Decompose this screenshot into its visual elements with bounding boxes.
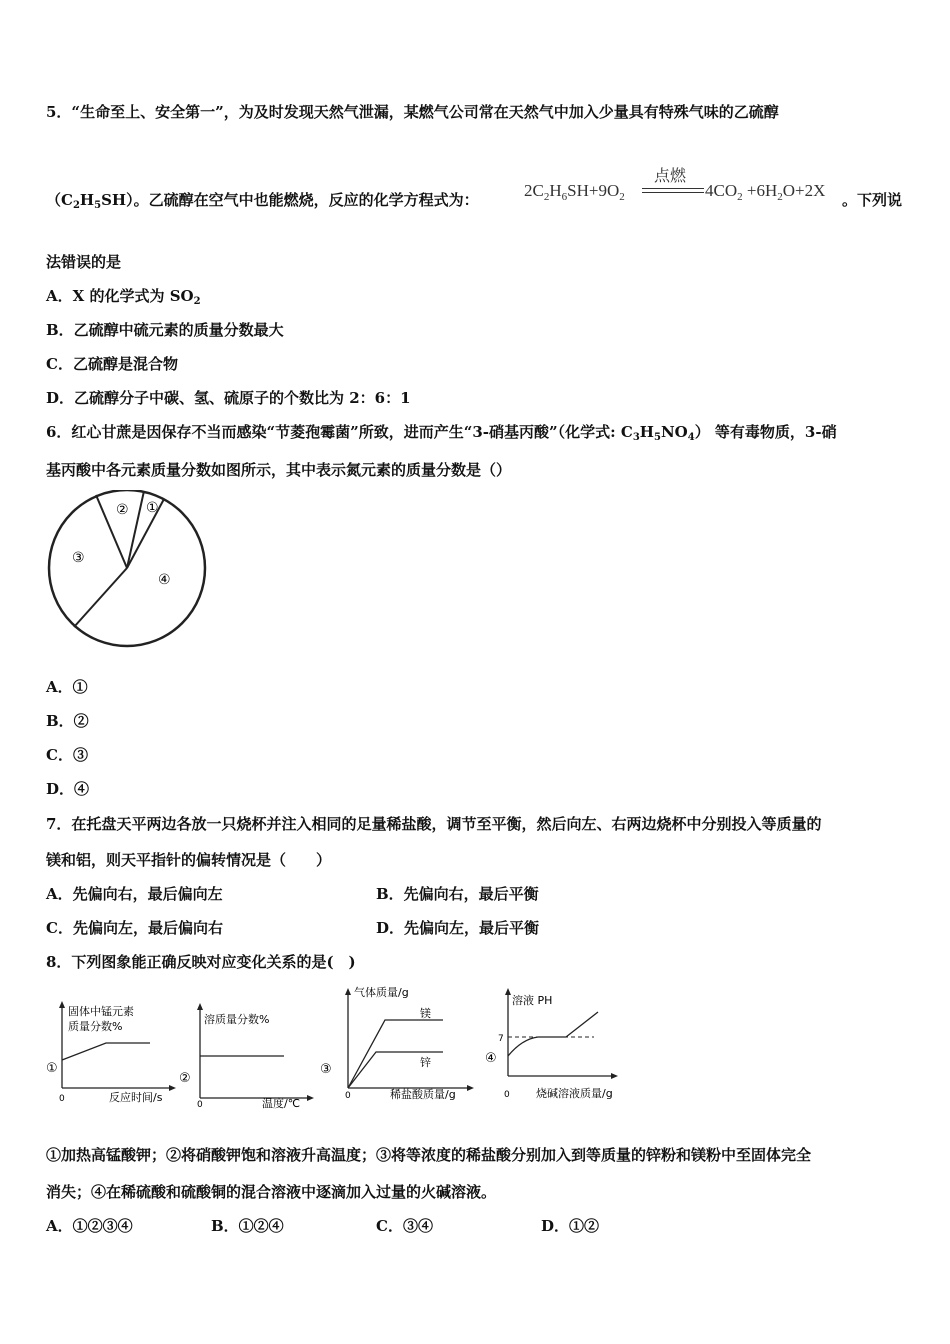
origin-label: 0 (345, 1091, 351, 1101)
q7-stem-line1: 7．在托盘天平两边各放一只烧杯并注入相同的足量稀盐酸，调节至平衡，然后向左、右两边烧杯中分别投入等质量的 (46, 815, 822, 833)
pie-label-4: ④ (158, 572, 171, 588)
series-line-mg (348, 1020, 443, 1088)
pie-label-1: ① (146, 500, 159, 516)
graph-number: ④ (485, 1051, 497, 1066)
q8-stem: 8．下列图象能正确反映对应变化关系的是( ) (46, 953, 356, 971)
arrow-icon (307, 1095, 314, 1101)
graph-number: ③ (320, 1062, 332, 1077)
arrow-icon (611, 1073, 618, 1079)
y-label: 质量分数% (68, 1020, 123, 1033)
q6-option-b[interactable]: B．② (46, 712, 89, 730)
origin-label: 0 (59, 1094, 65, 1104)
graph-4 (482, 984, 622, 1104)
q7-option-c[interactable]: C．先偏向左，最后偏向右 (46, 919, 223, 937)
x-label: 烧碱溶液质量/g (536, 1087, 613, 1100)
y-label: 气体质量/g (354, 986, 409, 999)
q6-stem-line1: 6．红心甘蔗是因保存不当而感染“节菱孢霉菌”所致，进而产生“3-硝基丙酸”（化学式: $C_3H_5NO_4$） 等有毒物质，3-硝 (46, 423, 837, 443)
q8-description-line2: 消失；④在稀硫酸和硫酸铜的混合溶液中逐滴加入过量的火碱溶液。 (46, 1183, 497, 1201)
pie-label-3: ③ (72, 550, 85, 566)
q7-stem-line2: 镁和铝，则天平指针的偏转情况是（ ） (46, 851, 332, 869)
q5-stem-line1: 5．“生命至上、安全第一”，为及时发现天然气泄漏，某燃气公司常在天然气中加入少量具有特殊气味的乙硫醇 (46, 103, 779, 121)
graph-number: ① (46, 1061, 58, 1076)
pie-divider (127, 491, 144, 568)
pie-chart (44, 490, 212, 650)
graph-number: ② (179, 1071, 191, 1086)
origin-label: 0 (504, 1090, 510, 1100)
reaction-condition: 点燃 (654, 166, 687, 185)
arrow-icon (505, 988, 511, 995)
graph-3 (318, 982, 478, 1104)
q5-option-a[interactable]: A．X 的化学式为 $SO_2$ (46, 287, 201, 307)
pie-divider (74, 568, 127, 627)
x-label: 温度/℃ (262, 1097, 301, 1110)
series-label-mg: 镁 (420, 1007, 431, 1020)
pie-label-2: ② (116, 502, 129, 518)
q8-option-c[interactable]: C．③④ (376, 1217, 433, 1235)
q8-description-line1: ①加热高锰酸钾；②将硝酸钾饱和溶液升高温度；③将等浓度的稀盐酸分别加入到等质量的锌粉和镁粉中至固体完全 (46, 1146, 812, 1164)
q6-option-a[interactable]: A．① (46, 678, 88, 696)
q5-option-d[interactable]: D．乙硫醇分子中碳、氢、硫原子的个数比为 2：6：1 (46, 389, 411, 407)
q5-stem-line3: 法错误的是 (46, 253, 122, 271)
graph-2 (176, 1000, 316, 1110)
series-line (508, 1012, 598, 1056)
y-tick-7: 7 (498, 1034, 504, 1044)
q6-option-c[interactable]: C．③ (46, 746, 88, 764)
q5-option-b[interactable]: B．乙硫醇中硫元素的质量分数最大 (46, 321, 284, 339)
q8-option-a[interactable]: A．①②③④ (46, 1217, 133, 1235)
graph-1 (42, 1000, 177, 1105)
equation-products: $4CO_2 +6H_2O+2X$ (705, 181, 826, 203)
origin-label: 0 (197, 1100, 203, 1110)
q5-stem-line2-tail: 。下列说 (842, 191, 903, 209)
y-label: 溶液 PH (512, 994, 553, 1007)
q6-stem-line2: 基丙酸中各元素质量分数如图所示，其中表示氮元素的质量分数是（） (46, 461, 512, 479)
q5-stem-line2: $(C_2H_5SH)$。乙硫醇在空气中也能燃烧，反应的化学方程式为： (46, 191, 479, 211)
x-label: 反应时间/s (109, 1091, 163, 1104)
y-label: 溶质量分数% (204, 1013, 270, 1026)
arrow-icon (197, 1003, 203, 1010)
q5-option-c[interactable]: C．乙硫醇是混合物 (46, 355, 178, 373)
arrow-icon (169, 1085, 176, 1091)
q7-option-a[interactable]: A．先偏向右，最后偏向左 (46, 885, 223, 903)
arrow-icon (345, 988, 351, 995)
q8-option-b[interactable]: B．①②④ (211, 1217, 284, 1235)
q7-option-b[interactable]: B．先偏向右，最后平衡 (376, 885, 539, 903)
y-label: 固体中锰元素 (68, 1005, 134, 1018)
arrow-icon (467, 1085, 474, 1091)
series-line (62, 1043, 150, 1060)
arrow-icon (59, 1001, 65, 1008)
q6-option-d[interactable]: D．④ (46, 780, 90, 798)
q8-option-d[interactable]: D．①② (541, 1217, 600, 1235)
q7-option-d[interactable]: D．先偏向左，最后平衡 (376, 919, 540, 937)
equation-reactants: $2C_2H_6SH+9O_2$ (524, 181, 625, 203)
x-label: 稀盐酸质量/g (390, 1088, 456, 1101)
series-label-zn: 锌 (420, 1056, 431, 1069)
equals-sign (642, 188, 704, 193)
